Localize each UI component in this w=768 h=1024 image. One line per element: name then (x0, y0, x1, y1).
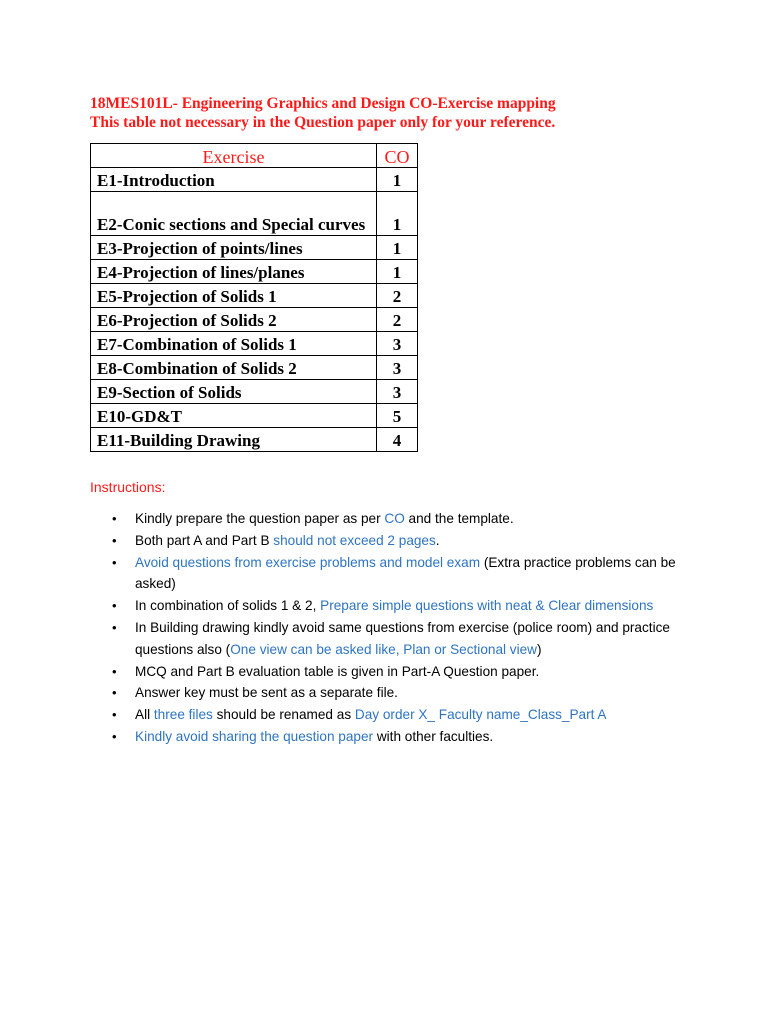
co-cell: 3 (377, 356, 418, 380)
co-cell: 1 (377, 192, 418, 236)
table-body (91, 168, 418, 452)
instruction-item (90, 726, 690, 748)
co-cell: 3 (377, 332, 418, 356)
co-cell: 5 (377, 404, 418, 428)
table-row (91, 260, 418, 284)
co-cell: 2 (377, 308, 418, 332)
highlighted-text: Kindly avoid sharing the question paper (135, 728, 374, 744)
co-cell: 2 (377, 284, 418, 308)
highlighted-text: CO (384, 511, 405, 526)
co-cell: 1 (377, 260, 418, 284)
heading-line-note: This table not necessary in the Question paper only for your reference. (90, 114, 556, 131)
highlighted-text: three files (153, 707, 213, 723)
table-row (91, 428, 418, 452)
table-row (91, 356, 418, 380)
table-row (91, 192, 418, 236)
instruction-item (90, 552, 690, 596)
instruction-item (90, 704, 690, 726)
instruction-item (90, 661, 690, 683)
instruction-text: In combination of solids 1 & 2, (135, 598, 321, 614)
bullet-icon: • (112, 554, 117, 570)
exercise-cell: E4-Projection of lines/planes (91, 260, 377, 284)
bullet-icon: • (112, 707, 117, 723)
highlighted-text: should not exceed 2 pages (273, 532, 436, 548)
co-cell: 1 (377, 236, 418, 260)
instruction-text: (Extra practice problems can be asked) (135, 554, 676, 592)
instruction-text: MCQ and Part B evaluation table is given in Part-A Question paper. (135, 663, 540, 679)
bullet-icon: • (112, 685, 117, 701)
instruction-item (90, 508, 690, 530)
exercise-cell: E5-Projection of Solids 1 (91, 284, 377, 308)
instruction-item (90, 682, 690, 704)
instruction-text: Answer key must be sent as a separate file. (135, 685, 398, 701)
exercise-cell: E9-Section of Solids (91, 380, 377, 404)
instruction-item (90, 617, 690, 661)
exercise-cell: E1-Introduction (91, 168, 377, 192)
document-heading (90, 94, 556, 132)
instructions-list (90, 508, 690, 748)
table-row (91, 380, 418, 404)
header-co: CO (377, 144, 418, 168)
highlighted-text: Prepare simple questions with neat & Clear dimensions (320, 598, 654, 614)
bullet-icon: • (112, 663, 117, 679)
table-row (91, 404, 418, 428)
instruction-text: and the template. (404, 511, 514, 526)
instruction-text: All (135, 707, 154, 723)
bullet-icon: • (112, 619, 117, 635)
table-header-row (91, 144, 418, 168)
highlighted-text: Day order X_ Faculty name_Class_Part A (354, 707, 607, 723)
heading-line-course: 18MES101L- Engineering Graphics and Design CO-Exercise mapping (90, 95, 556, 112)
highlighted-text: One view can be asked like, Plan or Sectional view (230, 641, 537, 657)
table-row (91, 284, 418, 308)
table-row (91, 236, 418, 260)
instruction-text: . (435, 532, 440, 548)
bullet-icon: • (112, 728, 117, 744)
instruction-text: Both part A and Part B (135, 532, 274, 548)
instruction-text: should be renamed as (212, 707, 355, 723)
exercise-cell: E10-GD&T (91, 404, 377, 428)
table-row (91, 168, 418, 192)
exercise-cell: E3-Projection of points/lines (91, 236, 377, 260)
instruction-text: ) (537, 641, 542, 657)
bullet-icon: • (112, 511, 117, 526)
co-exercise-table (90, 143, 418, 452)
instruction-item (90, 530, 690, 552)
co-cell: 4 (377, 428, 418, 452)
table-row (91, 332, 418, 356)
instruction-item (90, 595, 690, 617)
instruction-text: In Building drawing kindly avoid same questions from exercise (police room) and practice questions also ( (135, 619, 670, 657)
exercise-cell: E8-Combination of Solids 2 (91, 356, 377, 380)
exercise-cell: E6-Projection of Solids 2 (91, 308, 377, 332)
exercise-cell: E11-Building Drawing (91, 428, 377, 452)
co-cell: 3 (377, 380, 418, 404)
header-exercise: Exercise (91, 144, 377, 168)
highlighted-text: Avoid questions from exercise problems and model exam (135, 554, 481, 570)
instructions-title: Instructions: (90, 479, 166, 495)
table-row (91, 308, 418, 332)
co-cell: 1 (377, 168, 418, 192)
exercise-cell: E2-Conic sections and Special curves (91, 192, 377, 236)
bullet-icon: • (112, 598, 117, 614)
bullet-icon: • (112, 532, 117, 548)
instruction-text: with other faculties. (373, 728, 494, 744)
instruction-text: Kindly prepare the question paper as per (135, 511, 385, 526)
exercise-cell: E7-Combination of Solids 1 (91, 332, 377, 356)
